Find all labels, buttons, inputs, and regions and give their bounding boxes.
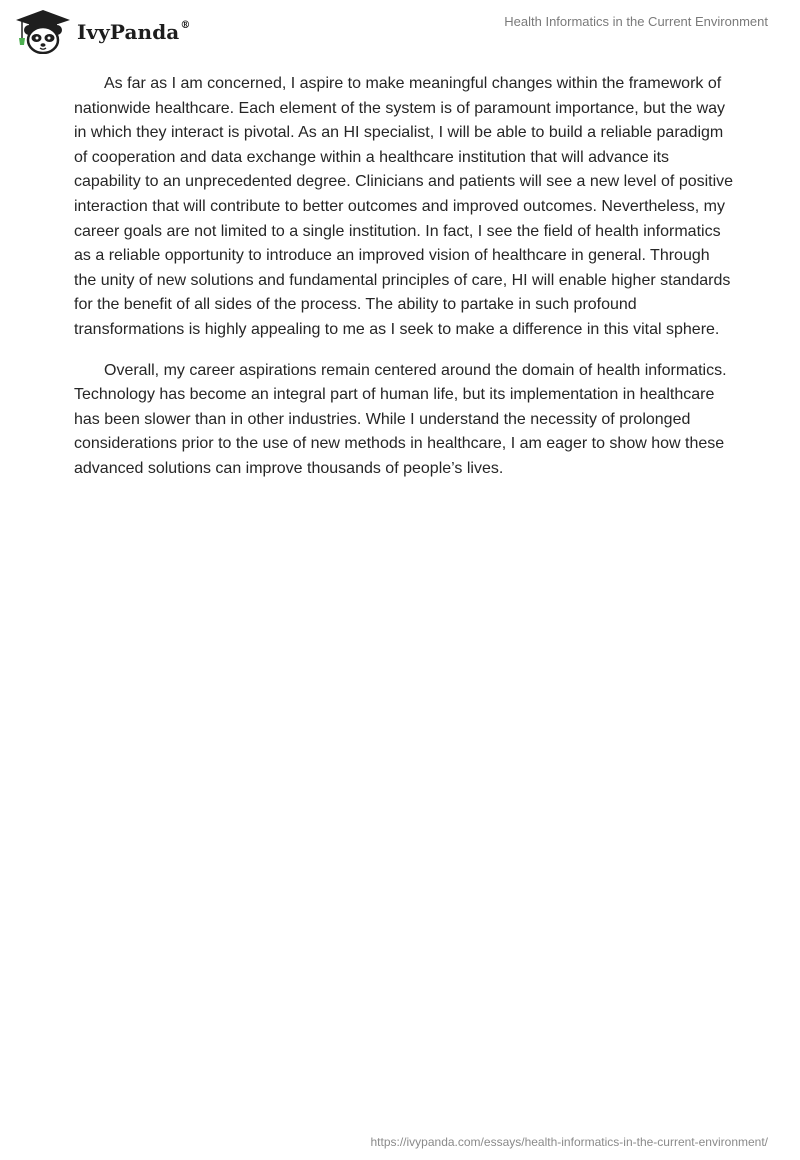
paragraph: As far as I am concerned, I aspire to make meaningful changes within the framework of nationwide healthcare. Each element of the system is of paramount importance, but the way in which they interact is pivotal. As an HI specialist, I will be able to build a reliable paradigm of cooperation and data exchange within a healthcare institution that will advance its capability to an unprecedented degree. Clinicians and patients will see a new level of positive interaction that will contribute to better outcomes and improved outcomes. Nevertheless, my career goals are not limited to a single institution. In fact, I see the field of health informatics as a reliable opportunity to introduce an improved vision of healthcare in general. Through the unity of new solutions and fundamental principles of care, HI will enable higher standards for the benefit of all sides of the process. The ability to partake in such profound transformations is highly appealing to me as I seek to make a difference in this vital sphere. <box>74 75 734 338</box>
registered-mark: ® <box>180 20 191 32</box>
ivypanda-logo[interactable] <box>14 8 190 54</box>
paragraph: Overall, my career aspirations remain centered around the domain of health informatics. Technology has become an integral part of human life, but its implementation in healthcare has been slower than in other industries. While I understand the necessity of prolonged considerations prior to the use of new methods in healthcare, I am eager to show how these advanced solutions can improve thousands of people’s lives. <box>74 361 727 477</box>
page-header <box>0 0 800 60</box>
essay-body <box>74 72 734 498</box>
panda-graduate-icon <box>14 8 72 54</box>
source-url[interactable]: https://ivypanda.com/essays/health-informatics-in-the-current-environment/ <box>370 1135 768 1149</box>
document-running-title: Health Informatics in the Current Environment <box>504 14 768 29</box>
brand-name: IvyPanda® <box>77 20 191 44</box>
